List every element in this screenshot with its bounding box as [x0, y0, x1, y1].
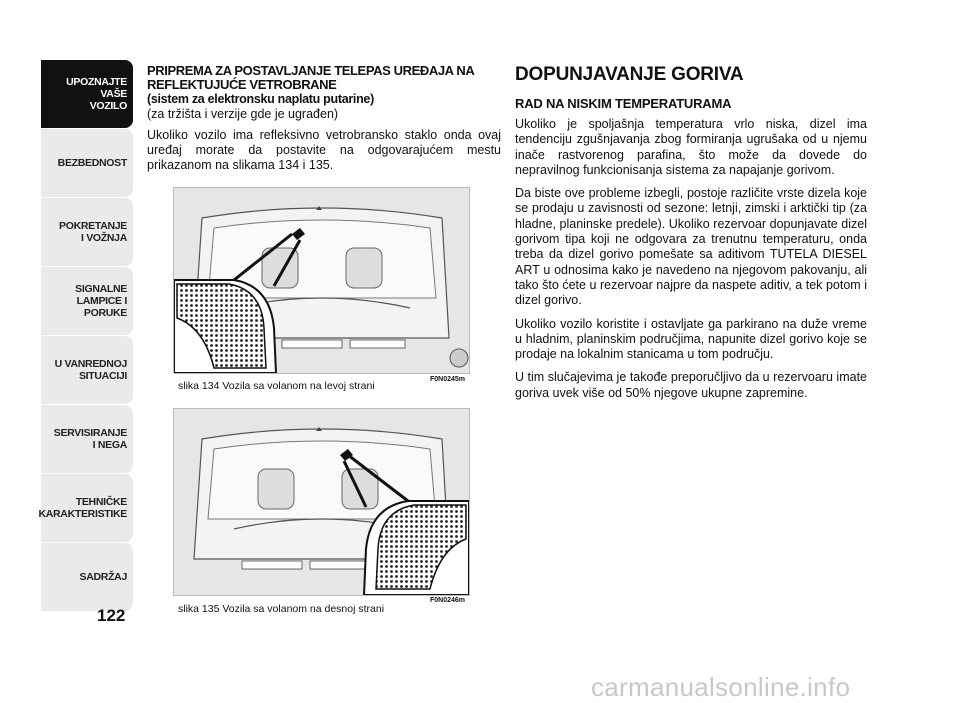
tab-vanredna-situacija[interactable]: U VANREDNOJ SITUACIJI: [41, 336, 133, 404]
figure-134-left-hand-drive: [173, 187, 470, 374]
left-column: [147, 64, 501, 173]
tab-tehnicke-karakteristike[interactable]: TEHNIČKE KARAKTERISTIKE: [41, 474, 133, 542]
paragraph: Ukoliko je spoljašnja temperatura vrlo niska, dizel ima tendenciju zgušnjavanja zbog formiranja ugrušaka od u njemu inače rastvorenog parafina, što može da dovede do nepravilnog funkcionisanja sistema za napajanje gorivom.: [515, 117, 867, 177]
right-column: [515, 64, 867, 409]
fuel-heading: DOPUNJAVANJE GORIVA: [515, 64, 744, 85]
watermark: carmanualsonline.info: [591, 672, 851, 702]
section-body: Ukoliko vozilo ima refleksivno vetrobransko staklo onda ovaj uređaj morate da postavite na odgovarajućem mestu prikazanom na slikama 134 i 135.: [147, 128, 501, 172]
paragraph: Ukoliko vozilo koristite i ostavljate ga parkirano na duže vreme u hladnim, planinskim područjima, napunite dizel gorivo koje se prodaje na lokalnim stanicama u tom području.: [515, 316, 867, 362]
section-subheading: (sistem za elektronsku naplatu putarine): [147, 92, 374, 106]
figure-caption: slika 135 Vozila sa volanom na desnoj strani: [178, 603, 385, 615]
section-heading: PRIPREMA ZA POSTAVLJANJE TELEPAS UREĐAJA NA REFLEKTUJUĆE VETROBRANE: [147, 63, 474, 92]
market-note: (za tržišta i verzije gde je ugrađen): [147, 107, 339, 121]
tab-pokretanje-i-voznja[interactable]: POKRETANJE I VOŽNJA: [41, 198, 133, 266]
car-windshield-illustration: [174, 188, 469, 373]
tab-upoznajte-vase-vozilo[interactable]: UPOZNAJTE VAŠE VOZILO: [41, 60, 133, 128]
tab-sadrzaj[interactable]: SADRŽAJ: [41, 543, 133, 611]
tab-servisiranje-i-nega[interactable]: SERVISIRANJE I NEGA: [41, 405, 133, 473]
paragraph: U tim slučajevima je takođe preporučljivo da u rezervoaru imate goriva uvek više od 50% njegove ukupne zapremine.: [515, 370, 867, 400]
figure-caption: slika 134 Vozila sa volanom na levoj strani: [178, 380, 375, 392]
car-windshield-illustration: [174, 409, 469, 595]
figure-code: F0N0245m: [430, 376, 466, 383]
tab-signalne-lampice[interactable]: SIGNALNE LAMPICE I PORUKE: [41, 267, 133, 335]
figure-135-right-hand-drive: [173, 408, 470, 596]
page-number: 122: [97, 606, 126, 625]
figure-code: F0N0246m: [430, 597, 466, 604]
low-temp-subheading: RAD NA NISKIM TEMPERATURAMA: [515, 96, 732, 111]
tab-bezbednost[interactable]: BEZBEDNOST: [41, 129, 133, 197]
paragraph: Da biste ove probleme izbegli, postoje različite vrste dizela koje se prodaju u zavisnosti od sezone: letnji, zimski i arktički tip (za hladne, planinske predele). Ukoliko rezervoar dopunjavate dizel gorivom tipa koji ne odgovara za trenutnu temperaturu, onda treba da dizel gorivo pomešate sa aditivom TUTELA DIESEL ART u odnosima kako je navedeno na njegovom pakovanju, ali tako što ćete u rezervoar najpre da naspete aditiv, a tek potom i dizel gorivo.: [515, 186, 867, 308]
